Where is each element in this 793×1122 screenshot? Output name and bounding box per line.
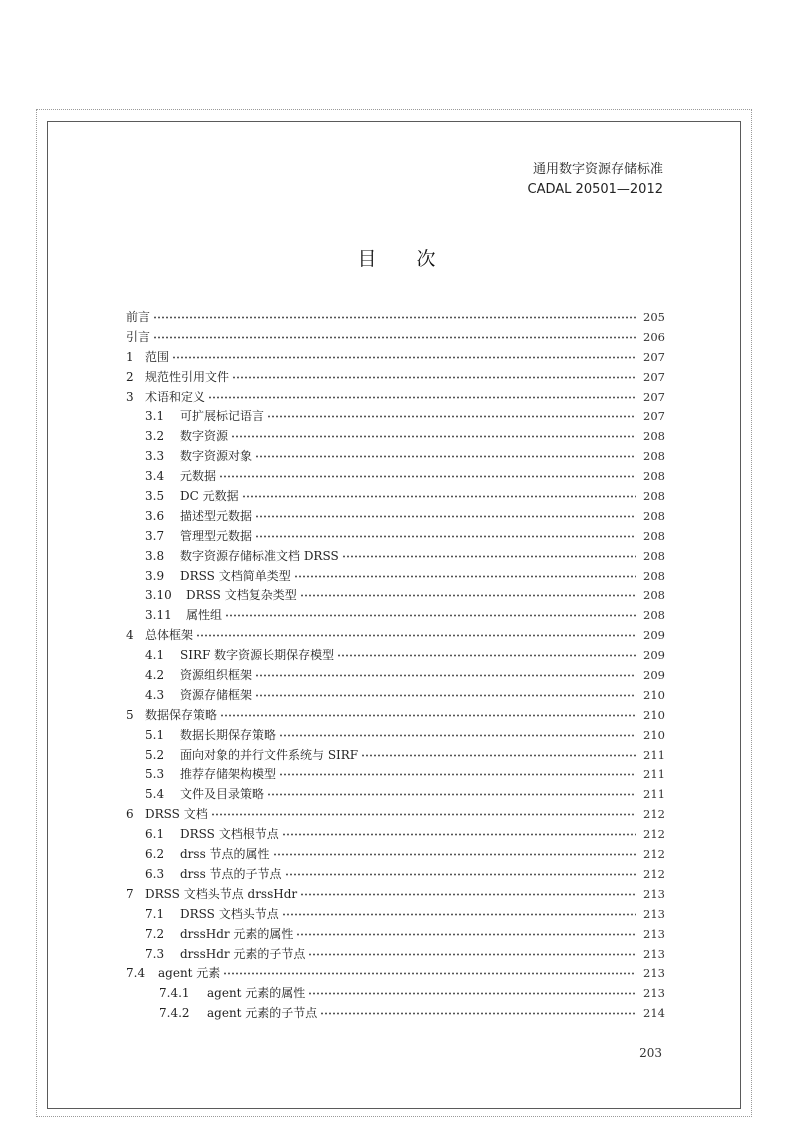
toc-title: 数据保存策略 <box>145 707 218 722</box>
dot-leader <box>282 826 636 836</box>
toc-page: 205 <box>643 310 665 324</box>
toc-title: 可扩展标记语言 <box>180 409 265 424</box>
toc-entry-7-4-1[interactable] <box>126 984 665 1004</box>
dot-leader <box>279 766 636 776</box>
toc-page: 213 <box>643 926 665 941</box>
toc-entry-3-11[interactable] <box>126 606 665 626</box>
toc-entry-introduction[interactable] <box>126 328 665 348</box>
toc-number: 2 <box>126 369 134 384</box>
toc-number: 5.1 <box>145 727 165 742</box>
toc-title: DRSS 文档头节点 drssHdr <box>145 886 298 901</box>
toc-title: drssHdr 元素的子节点 <box>180 946 306 961</box>
toc-page: 211 <box>643 747 665 762</box>
toc-title: 总体框架 <box>145 628 194 643</box>
toc-entry-5-4[interactable] <box>126 785 665 805</box>
dot-leader <box>320 1005 636 1015</box>
dot-leader <box>285 866 636 876</box>
toc-page: 212 <box>643 847 665 862</box>
toc-title: 数字资源存储标准文档 DRSS <box>180 548 339 563</box>
dot-leader <box>223 965 636 975</box>
toc-page: 207 <box>643 349 665 364</box>
toc-page: 210 <box>643 687 665 702</box>
dot-leader <box>342 548 636 558</box>
toc-page: 212 <box>643 866 665 881</box>
toc-entry-3-8[interactable] <box>126 547 665 567</box>
dot-leader <box>232 369 636 379</box>
toc-entry-4[interactable] <box>126 626 665 646</box>
dot-leader <box>294 568 636 578</box>
toc-page: 213 <box>643 986 665 1001</box>
toc-entry-5-3[interactable] <box>126 765 665 785</box>
toc-number: 7.4 <box>126 966 146 981</box>
dot-leader <box>296 926 636 936</box>
toc-number: 3.5 <box>145 489 165 504</box>
toc-entry-4-1[interactable] <box>126 646 665 666</box>
toc-title: DRSS 文档头节点 <box>180 906 279 921</box>
toc-entry-2[interactable] <box>126 368 665 388</box>
toc-page: 209 <box>643 648 665 663</box>
page-title: 目次 <box>357 248 476 270</box>
dot-leader <box>219 468 636 478</box>
toc-number: 6.2 <box>145 847 165 862</box>
toc-title: 管理型元数据 <box>180 528 253 543</box>
toc-number: 3.9 <box>145 568 165 583</box>
dot-leader <box>211 806 636 816</box>
toc-title: 引言 <box>126 329 151 344</box>
toc-entry-6-1[interactable] <box>126 825 665 845</box>
dot-leader <box>242 488 636 498</box>
dot-leader <box>300 886 636 896</box>
toc-page: 211 <box>643 767 665 782</box>
dot-leader <box>231 428 636 438</box>
toc-entry-3-3[interactable] <box>126 447 665 467</box>
toc-title: 规范性引用文件 <box>145 369 230 384</box>
toc-title: DC 元数据 <box>180 489 239 504</box>
toc-number: 6.3 <box>145 866 165 881</box>
toc-title: drss 节点的子节点 <box>180 866 282 881</box>
toc-page: 209 <box>643 628 665 643</box>
toc-title: 前言 <box>126 310 151 324</box>
toc-number: 3.1 <box>145 409 165 424</box>
dot-leader <box>279 727 636 737</box>
toc-title: drssHdr 元素的属性 <box>180 926 294 941</box>
dot-leader <box>255 667 636 677</box>
toc-entry-3-9[interactable] <box>126 567 665 587</box>
toc-number: 7.4.1 <box>159 986 190 1001</box>
dot-leader <box>308 946 636 956</box>
toc-number: 3.10 <box>145 588 172 603</box>
toc-page: 210 <box>643 707 665 722</box>
toc-entry-3-1[interactable] <box>126 407 665 427</box>
toc-title: 数字资源对象 <box>180 449 253 464</box>
toc-title: DRSS 文档根节点 <box>180 827 279 842</box>
toc-entry-5[interactable] <box>126 706 665 726</box>
toc-title: 资源存储框架 <box>180 687 253 702</box>
toc-title: 属性组 <box>186 608 223 623</box>
toc-number: 7.2 <box>145 926 165 941</box>
toc-page: 212 <box>643 807 665 822</box>
toc-page: 208 <box>643 568 665 583</box>
toc-entry-5-2[interactable] <box>126 746 665 766</box>
toc-title: agent 元素 <box>158 966 221 981</box>
toc-number: 7.3 <box>145 946 165 961</box>
toc-number: 3.8 <box>145 548 165 563</box>
toc-number: 3.4 <box>145 469 165 484</box>
dot-leader <box>153 329 636 339</box>
toc-page: 213 <box>643 946 665 961</box>
toc-entry-3-7[interactable] <box>126 527 665 547</box>
toc-number: 6 <box>126 807 134 822</box>
dot-leader <box>220 707 636 717</box>
toc-title: agent 元素的属性 <box>207 986 306 1001</box>
page-number: 203 <box>639 1046 662 1060</box>
toc-entry-3[interactable] <box>126 388 665 408</box>
toc-entry-1[interactable] <box>126 348 665 368</box>
toc-entry-5-1[interactable] <box>126 726 665 746</box>
toc-number: 6.1 <box>145 827 165 842</box>
toc-number: 5.3 <box>145 767 165 782</box>
toc-page: 208 <box>643 528 665 543</box>
toc-number: 3.7 <box>145 528 165 543</box>
dot-leader <box>361 747 636 757</box>
toc-entry-3-6[interactable] <box>126 507 665 527</box>
dot-leader <box>153 309 636 319</box>
toc-number: 4.3 <box>145 687 165 702</box>
toc-entry-3-10[interactable] <box>126 586 665 606</box>
toc-entry-6-2[interactable] <box>126 845 665 865</box>
dot-leader <box>225 607 636 617</box>
toc-number: 7.4.2 <box>159 1006 190 1021</box>
toc-entry-4-3[interactable] <box>126 686 665 706</box>
toc-page: 214 <box>643 1006 665 1021</box>
toc-title: 面向对象的并行文件系统与 SIRF <box>180 747 359 762</box>
toc-title: 元数据 <box>180 469 217 484</box>
dot-leader <box>255 448 636 458</box>
toc-title: 描述型元数据 <box>180 508 253 523</box>
toc-number: 3 <box>126 389 134 404</box>
toc-title: 范围 <box>145 349 170 364</box>
dot-leader <box>267 408 636 418</box>
toc-title: drss 节点的属性 <box>180 847 270 862</box>
toc-entry-4-2[interactable] <box>126 666 665 686</box>
toc-entry-7-4-2[interactable] <box>126 1004 665 1024</box>
toc-entry-3-4[interactable] <box>126 467 665 487</box>
toc-number: 7 <box>126 886 134 901</box>
toc-page: 208 <box>643 608 665 623</box>
toc-page: 210 <box>643 727 665 742</box>
toc-page: 213 <box>643 906 665 921</box>
toc-entry-6-3[interactable] <box>126 865 665 885</box>
toc-page: 208 <box>643 508 665 523</box>
dot-leader <box>255 508 636 518</box>
toc-number: 3.3 <box>145 449 165 464</box>
toc-page: 208 <box>643 489 665 504</box>
toc-number: 5.4 <box>145 787 165 802</box>
toc-number: 4.2 <box>145 668 165 683</box>
toc-number: 4.1 <box>145 648 165 663</box>
toc-page: 207 <box>643 389 665 404</box>
toc-number: 5.2 <box>145 747 165 762</box>
dot-leader <box>172 349 636 359</box>
toc-entry-7-1[interactable] <box>126 905 665 925</box>
toc-entry-7-2[interactable] <box>126 925 665 945</box>
toc-title: 数字资源 <box>180 429 229 444</box>
dot-leader <box>282 906 636 916</box>
toc-entry-7-3[interactable] <box>126 945 665 965</box>
dot-leader <box>255 528 636 538</box>
toc-page: 208 <box>643 548 665 563</box>
toc-title: 数据长期保存策略 <box>180 727 277 742</box>
toc-title: DRSS 文档复杂类型 <box>186 588 297 603</box>
toc-entry-foreword[interactable] <box>126 308 665 328</box>
toc-entry-6[interactable] <box>126 805 665 825</box>
toc-page: 208 <box>643 449 665 464</box>
toc-title: agent 元素的子节点 <box>207 1006 318 1021</box>
toc-title: 文件及目录策略 <box>180 787 265 802</box>
toc-title: DRSS 文档 <box>145 807 208 822</box>
dot-leader <box>273 846 636 856</box>
toc-page: 206 <box>643 329 665 344</box>
toc-number: 4 <box>126 628 134 643</box>
dot-leader <box>208 389 636 399</box>
toc-page: 207 <box>643 369 665 384</box>
toc-page: 213 <box>643 966 665 981</box>
toc-number: 3.6 <box>145 508 165 523</box>
toc-page: 207 <box>643 409 665 424</box>
toc-entry-7[interactable] <box>126 885 665 905</box>
dot-leader <box>267 786 636 796</box>
toc-page: 211 <box>643 787 665 802</box>
toc-entry-3-5[interactable] <box>126 487 665 507</box>
toc-title: DRSS 文档简单类型 <box>180 568 291 583</box>
toc-page: 213 <box>643 886 665 901</box>
toc-number: 7.1 <box>145 906 165 921</box>
page-header <box>528 160 663 200</box>
standard-name: 通用数字资源存储标准 <box>532 162 663 177</box>
toc-page: 209 <box>643 668 665 683</box>
toc-page: 212 <box>643 827 665 842</box>
toc-page: 208 <box>643 469 665 484</box>
toc-number: 3.2 <box>145 429 165 444</box>
toc-entry-3-2[interactable] <box>126 427 665 447</box>
table-of-contents <box>126 308 665 1024</box>
toc-page: 208 <box>643 429 665 444</box>
dot-leader <box>337 647 636 657</box>
toc-number: 5 <box>126 707 134 722</box>
toc-entry-7-4[interactable] <box>126 964 665 984</box>
dot-leader <box>308 985 636 995</box>
toc-title: 资源组织框架 <box>180 668 253 683</box>
toc-title: 推荐存储架构模型 <box>180 767 277 782</box>
toc-number: 1 <box>126 349 134 364</box>
toc-title: SIRF 数字资源长期保存模型 <box>180 648 335 663</box>
toc-number: 3.11 <box>145 608 172 623</box>
toc-title: 术语和定义 <box>145 389 206 404</box>
dot-leader <box>300 587 636 597</box>
standard-code: CADAL 20501—2012 <box>527 182 663 197</box>
dot-leader <box>196 627 636 637</box>
toc-page: 208 <box>643 588 665 603</box>
dot-leader <box>255 687 636 697</box>
